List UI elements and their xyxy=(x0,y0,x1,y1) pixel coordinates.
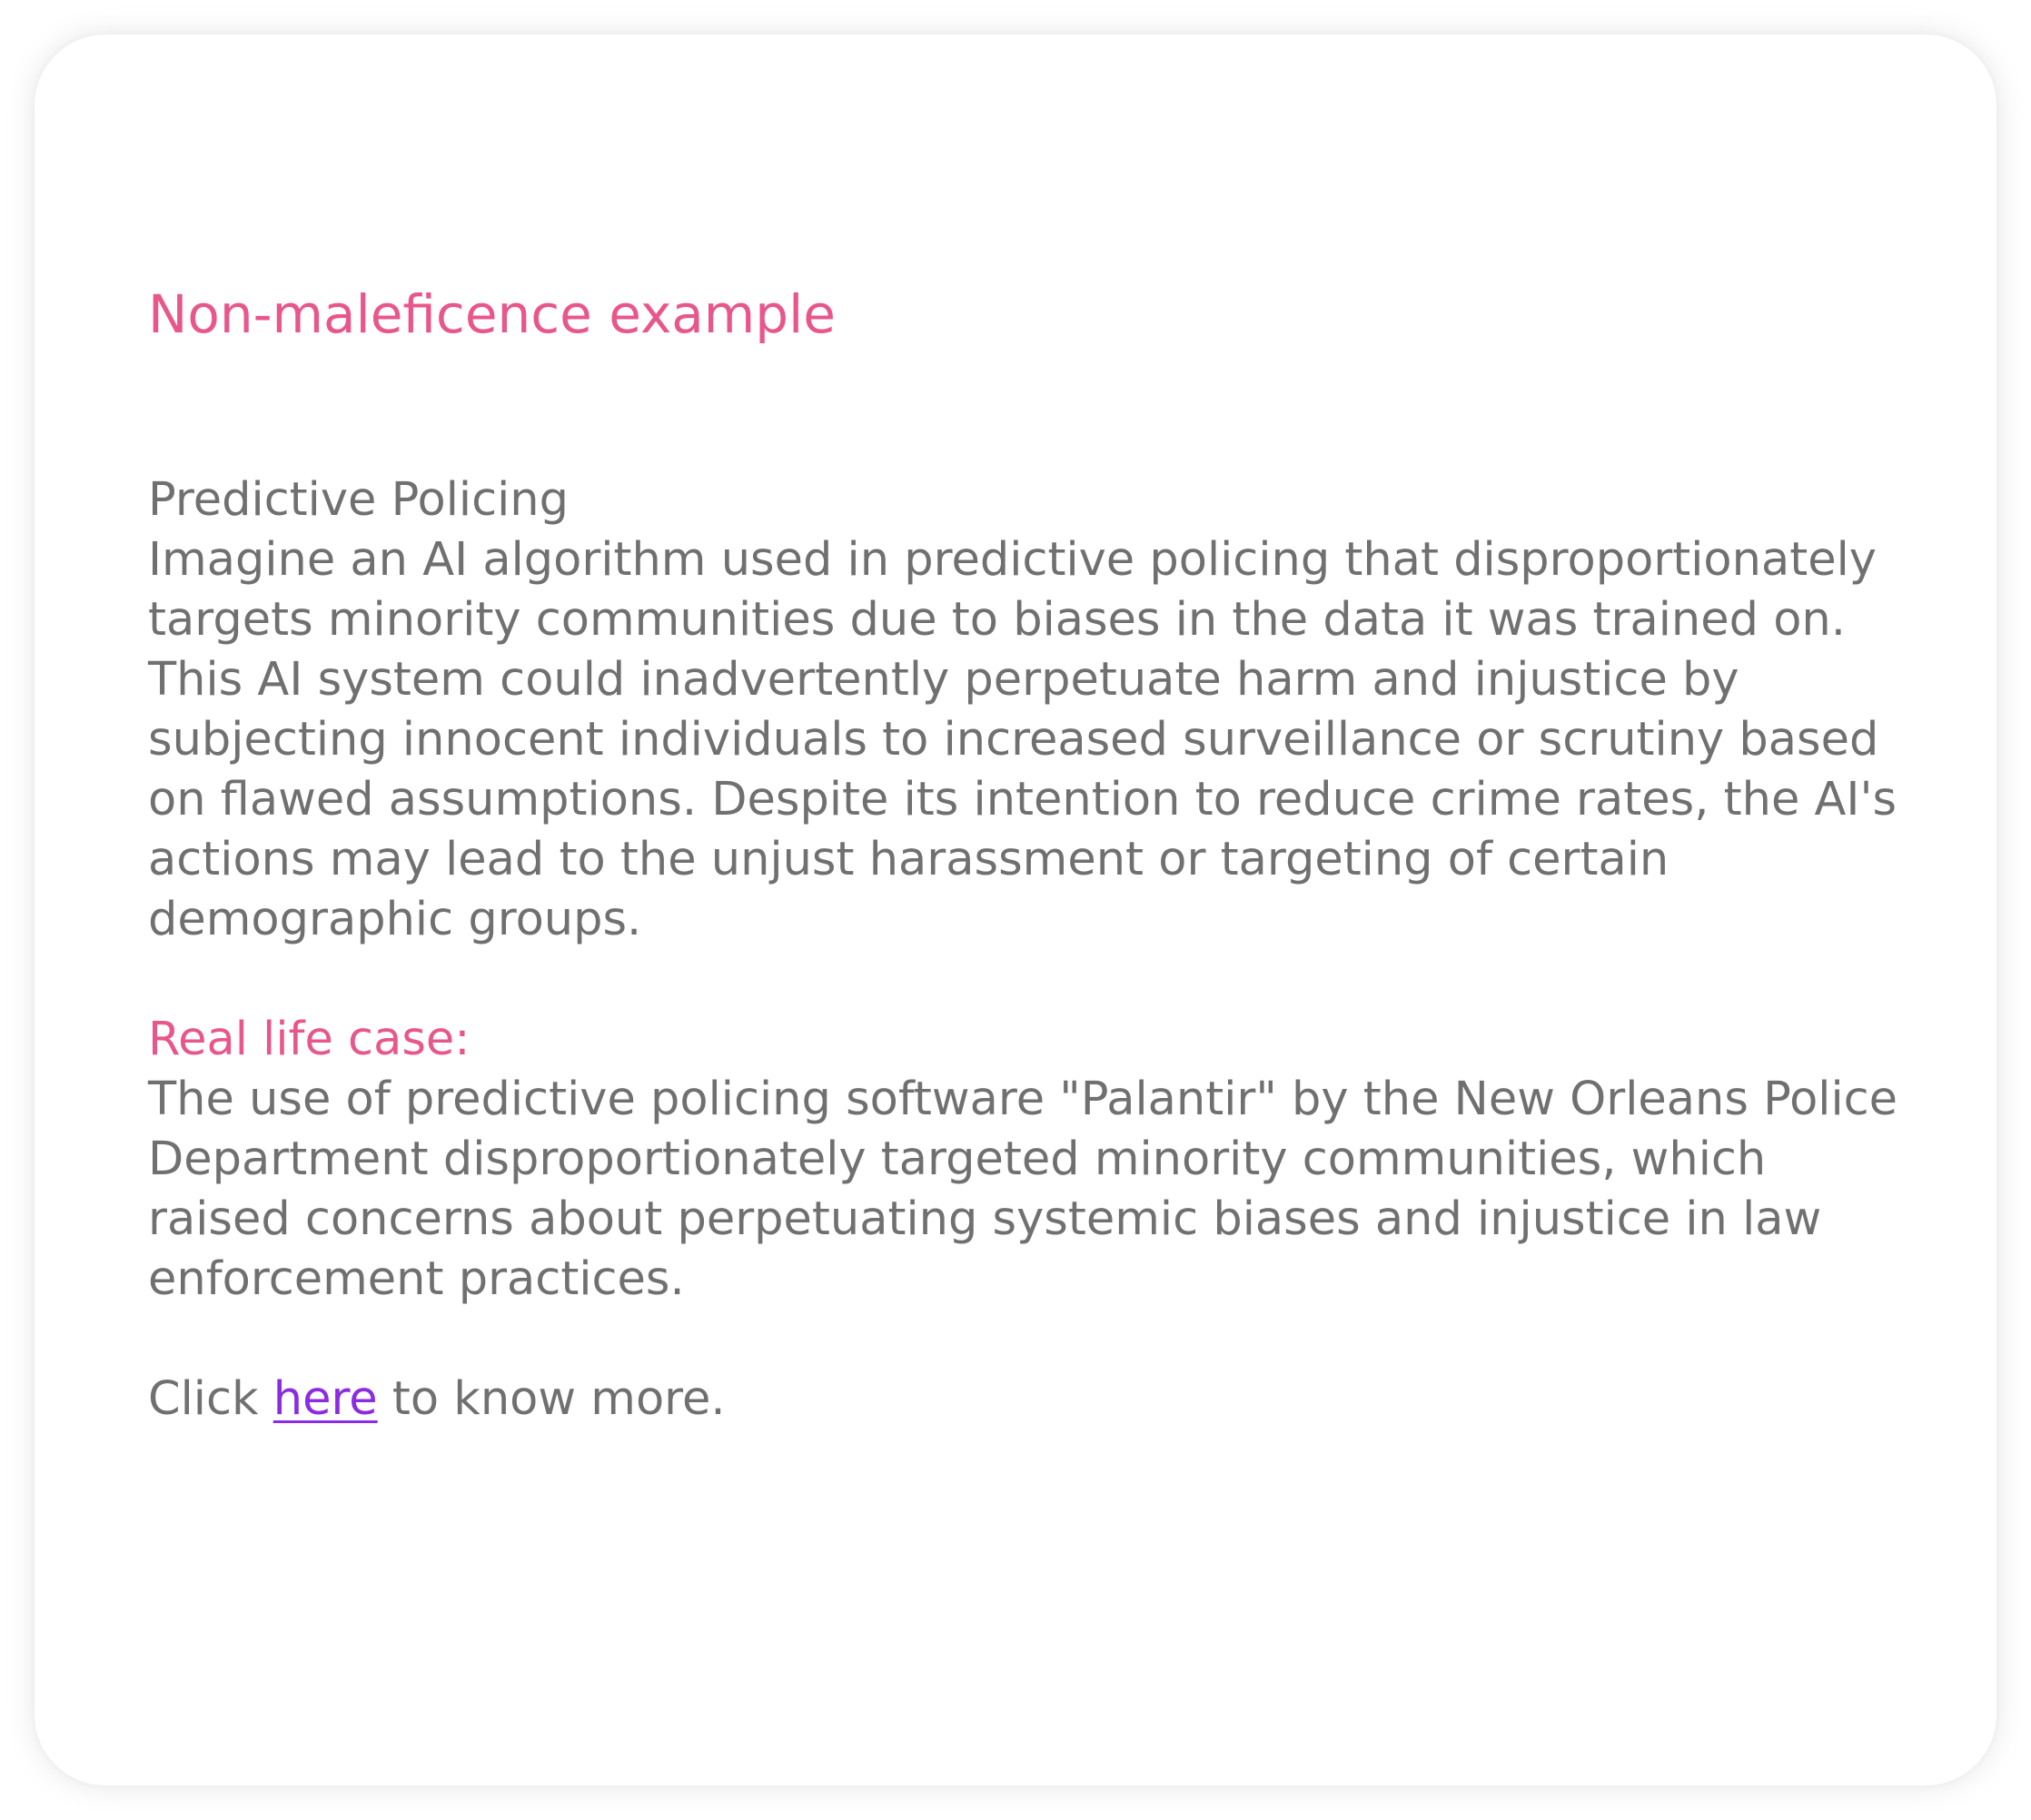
real-life-case-label: Real life case: xyxy=(148,1013,471,1066)
cta-suffix: to know more. xyxy=(377,1372,726,1426)
example-description: Imagine an AI algorithm used in predictive policing that disproportionately targets minority communities due to biases in the data it was trained on. This AI system could inadvertently perpetuate harm and injustice by subjecting innocent individuals to increased surveillance or scrutiny based on flawed assumptions. Despite its intention to reduce crime rates, the AI's actions may lead to the unjust harassment or targeting of certain demographic groups. xyxy=(148,533,1897,946)
card-content xyxy=(148,278,1919,1429)
cta-prefix: Click xyxy=(148,1372,273,1426)
real-life-case-description: The use of predictive policing software "Palantir" by the New Orleans Police Department disproportionately targeted minority communities, which raised concerns about perpetuating systemic biases and injustice in law enforcement practices. xyxy=(148,1073,1898,1306)
know-more-link[interactable]: here xyxy=(272,1372,378,1426)
example-title: Predictive Policing xyxy=(148,473,569,527)
example-card xyxy=(35,35,1996,1785)
know-more-text xyxy=(148,1370,1919,1429)
card-heading: Non-maleficence example xyxy=(148,283,836,345)
